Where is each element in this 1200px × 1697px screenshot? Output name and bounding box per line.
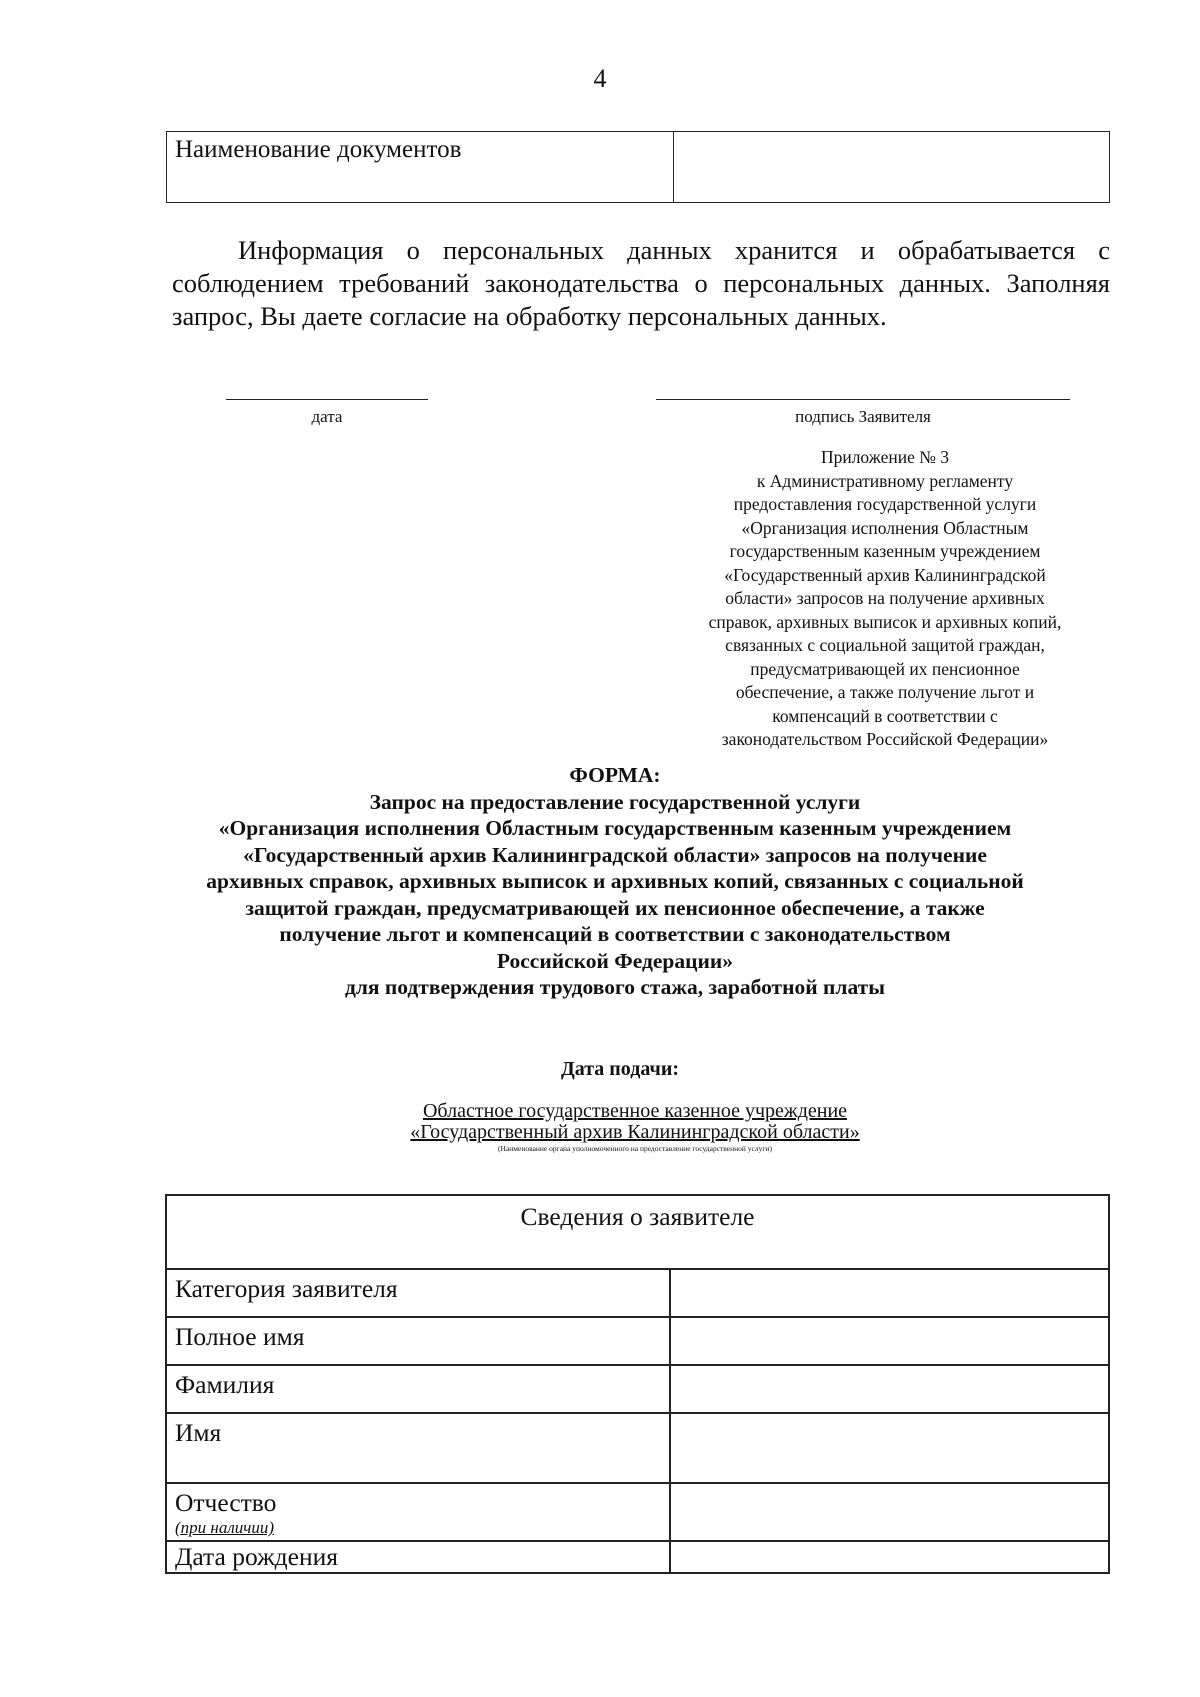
table-row bbox=[166, 1483, 1109, 1541]
applicant-table bbox=[165, 1194, 1110, 1574]
table-row bbox=[166, 1413, 1109, 1483]
form-title-line: «Организация исполнения Областным государственным казенным учреждением bbox=[218, 816, 1012, 840]
appendix-line: справок, архивных выписок и архивных копий, bbox=[708, 611, 1062, 632]
first-name-field[interactable] bbox=[670, 1413, 1109, 1483]
page-number: 4 bbox=[593, 64, 607, 93]
surname-label: Фамилия bbox=[166, 1365, 670, 1413]
appendix-block bbox=[670, 446, 1100, 752]
surname-field[interactable] bbox=[670, 1365, 1109, 1413]
first-name-label: Имя bbox=[166, 1413, 670, 1483]
appendix-line: предусматривающей их пенсионное bbox=[750, 658, 1020, 679]
appendix-line: Приложение № 3 bbox=[820, 447, 950, 467]
documents-label: Наименование документов bbox=[167, 132, 674, 203]
form-title-line: Запрос на предоставление государственной услуги bbox=[369, 789, 861, 814]
table-row bbox=[167, 132, 1110, 203]
birth-date-field[interactable] bbox=[670, 1541, 1109, 1573]
organization-name-line: Областное государственное казенное учреждение bbox=[422, 1100, 848, 1122]
organization-name-line: «Государственный архив Калининградской области» bbox=[410, 1121, 860, 1143]
organization-block bbox=[300, 1101, 970, 1154]
full-name-field[interactable] bbox=[670, 1317, 1109, 1365]
form-title-line: получение льгот и компенсаций в соответствии с законодательством bbox=[279, 922, 951, 946]
date-caption: дата bbox=[311, 407, 343, 426]
appendix-line: государственным казенным учреждением bbox=[729, 541, 1041, 561]
appendix-line: «Организация исполнения Областным bbox=[741, 517, 1029, 538]
submission-date-label: Дата подачи: bbox=[560, 1058, 680, 1080]
appendix-line: предоставления государственной услуги bbox=[733, 494, 1037, 514]
signature-caption: подпись Заявителя bbox=[795, 407, 931, 426]
documents-table bbox=[166, 131, 1110, 203]
date-line[interactable] bbox=[226, 399, 428, 400]
documents-value-cell[interactable] bbox=[674, 132, 1110, 203]
organization-caption: (Наименование органа уполномоченного на предоставление государственной услуги) bbox=[498, 1144, 772, 1153]
appendix-line: к Административному регламенту bbox=[756, 470, 1014, 491]
patronymic-field[interactable] bbox=[670, 1483, 1109, 1541]
form-heading: ФОРМА: bbox=[569, 763, 661, 787]
appendix-line: законодательством Российской Федерации» bbox=[721, 729, 1049, 749]
appendix-line: компенсаций в соответствии с bbox=[772, 705, 998, 726]
table-row bbox=[166, 1541, 1109, 1573]
appendix-line: области» запросов на получение архивных bbox=[725, 588, 1045, 608]
form-title-line: для подтверждения трудового стажа, заработной платы bbox=[344, 975, 886, 999]
table-row bbox=[166, 1269, 1109, 1317]
signature-line[interactable] bbox=[656, 399, 1070, 400]
table-row bbox=[166, 1317, 1109, 1365]
form-title-line: «Государственный архив Калининградской области» запросов на получение bbox=[243, 842, 987, 867]
patronymic-label-cell bbox=[166, 1483, 670, 1541]
full-name-label: Полное имя bbox=[166, 1317, 670, 1365]
patronymic-note: (при наличии) bbox=[175, 1518, 275, 1537]
patronymic-label: Отчество bbox=[175, 1488, 277, 1517]
applicant-category-field[interactable] bbox=[670, 1269, 1109, 1317]
form-title-line: защитой граждан, предусматривающей их пенсионное обеспечение, а также bbox=[245, 895, 985, 920]
applicant-category-label: Категория заявителя bbox=[166, 1269, 670, 1317]
table-header-row bbox=[166, 1195, 1109, 1269]
form-title-line: архивных справок, архивных выписок и архивных копий, связанных с социальной bbox=[206, 869, 1024, 893]
appendix-line: «Государственный архив Калининградской bbox=[724, 564, 1046, 585]
appendix-line: обеспечение, а также получение льгот и bbox=[735, 682, 1035, 702]
form-title-line: Российской Федерации» bbox=[496, 948, 734, 973]
birth-date-label: Дата рождения bbox=[166, 1541, 670, 1573]
table-row bbox=[166, 1365, 1109, 1413]
form-title bbox=[150, 762, 1080, 1001]
consent-paragraph: Информация о персональных данных хранится и обрабатывается с соблюдением требований законодательства о персональных данных. Заполняя запрос, Вы даете согласие на обработку персональных данных. bbox=[172, 235, 1110, 331]
appendix-line: связанных с социальной защитой граждан, bbox=[725, 635, 1045, 655]
applicant-table-title: Сведения о заявителе bbox=[166, 1195, 1109, 1269]
